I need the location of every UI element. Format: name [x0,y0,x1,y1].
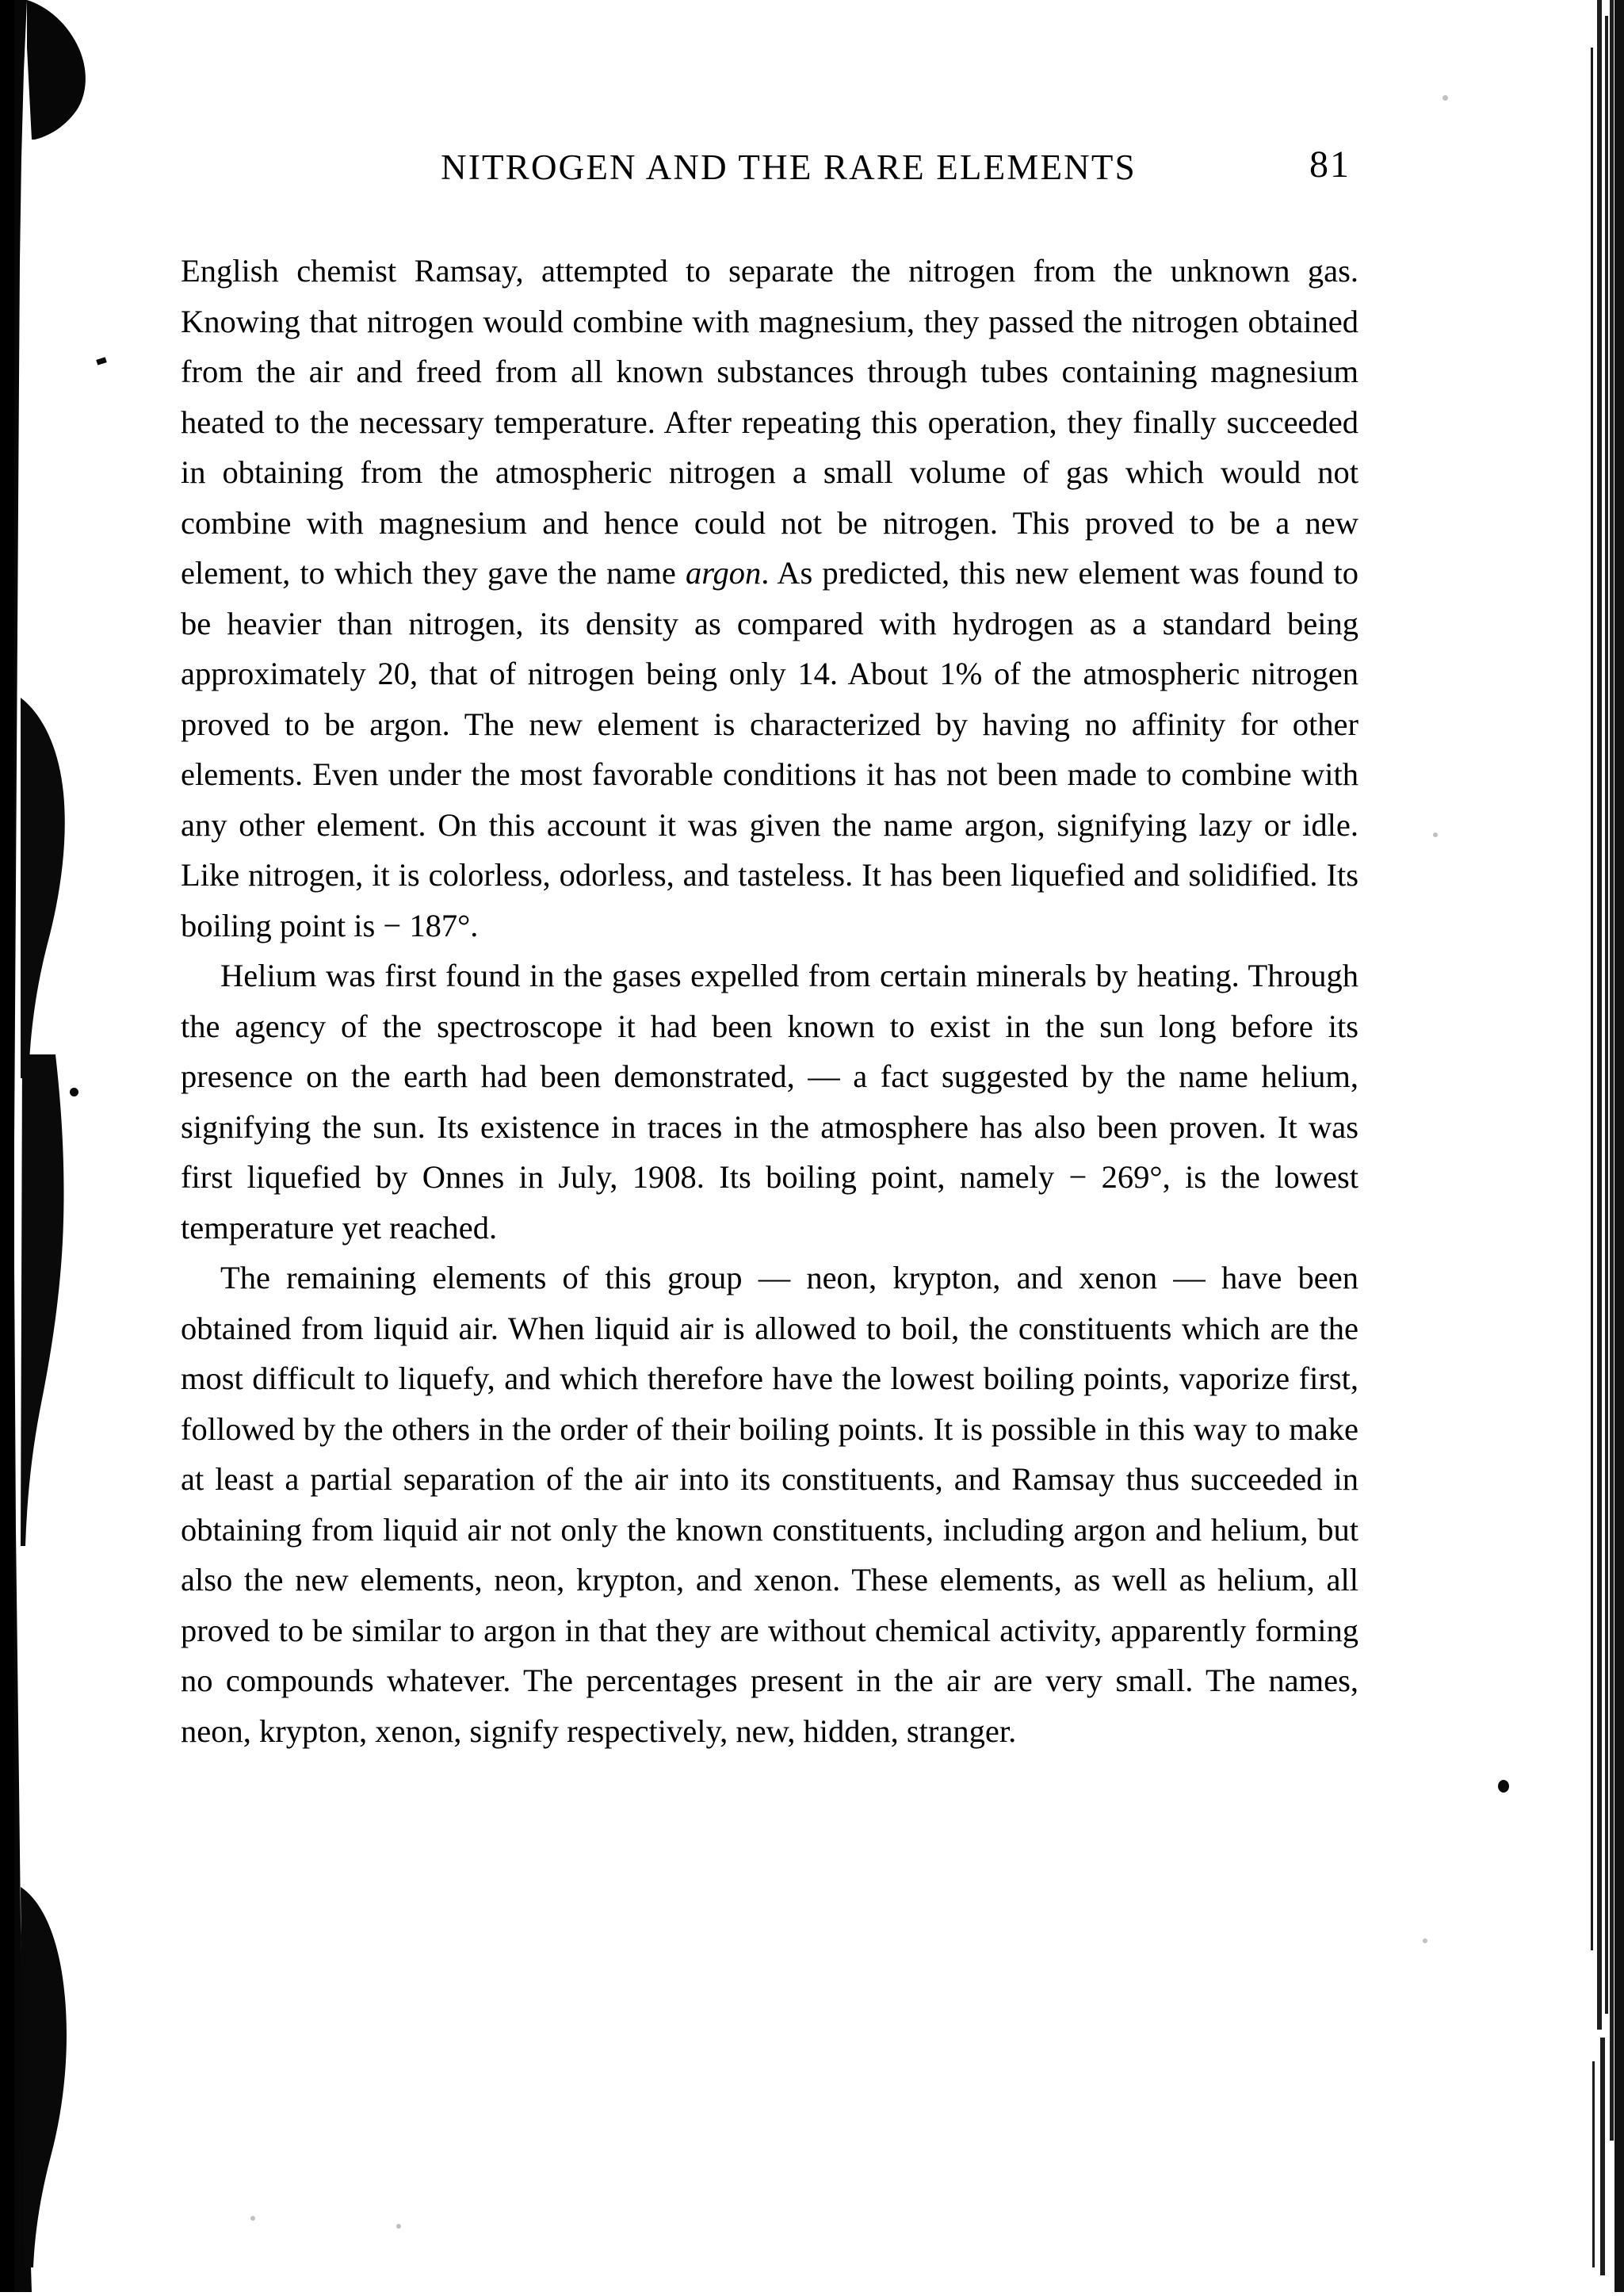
paragraph-neon-krypton-xenon: The remaining elements of this group — neon, krypton, and xenon — have been obtained from liquid air. When liquid air is allowed to boil, the constituents which are the most difficult to liquefy, and which therefore have the lowest boiling points, vaporize first, followed by the others in the order of their boiling points. It is possible in this way to make at least a partial separation of the air into its constituents, and Ramsay thus succeeded in obtaining from liquid air not only the known constituents, including argon and helium, but also the new elements, neon, krypton, and xenon. These elements, as well as helium, all proved to be similar to argon in that they are without chemical activity, apparently forming no compounds whatever. The percentages present in the air are very small. The names, neon, krypton, xenon, signify respectively, new, hidden, stranger. [181,1260,1358,1749]
paragraph-argon [181,246,1358,951]
page-body-text [181,246,1358,1756]
page-number: 81 [1309,144,1351,186]
running-head-title: NITROGEN AND THE RARE ELEMENTS [441,147,1137,187]
running-head [182,147,1395,188]
paragraph-helium: Helium was first found in the gases expelled from certain minerals by heating. Through the agency of the spectroscope it had been known to exist in the sun long before its presence on the earth had been demonstrated, — a fact suggested by the name helium, signifying the sun. Its existence in traces in the atmosphere has also been proven. It was first liquefied by Onnes in July, 1908. Its boiling point, namely − 269°, is the lowest temperature yet reached. [181,958,1358,1246]
paragraph-argon-part2: . As predicted, this new element was found to be heavier than nitrogen, its density as compared with hydrogen as a standard being approximately 20, that of nitrogen being only 14. About 1% of the atmospheric nitrogen proved to be argon. The new element is characterized by having no affinity for other elements. Even under the most favorable conditions it has not been made to combine with any other element. On this account it was given the name argon, signifying lazy or idle. Like nitrogen, it is colorless, odorless, and tasteless. It has been liquefied and solidified. Its boiling point is − 187°. [181,555,1358,943]
term-argon-italic: argon [685,555,762,591]
paragraph-argon-part1: English chemist Ramsay, attempted to separate the nitrogen from the unknown gas. Knowing that nitrogen would combine with magnesium, they passed the nitrogen obtained from the air and freed from all known substances through tubes containing magnesium heated to the necessary temperature. After repeating this operation, they finally succeeded in obtaining from the atmospheric nitrogen a small volume of gas which would not combine with magnesium and hence could not be nitrogen. This proved to be a new element, to which they gave the name [181,253,1358,591]
